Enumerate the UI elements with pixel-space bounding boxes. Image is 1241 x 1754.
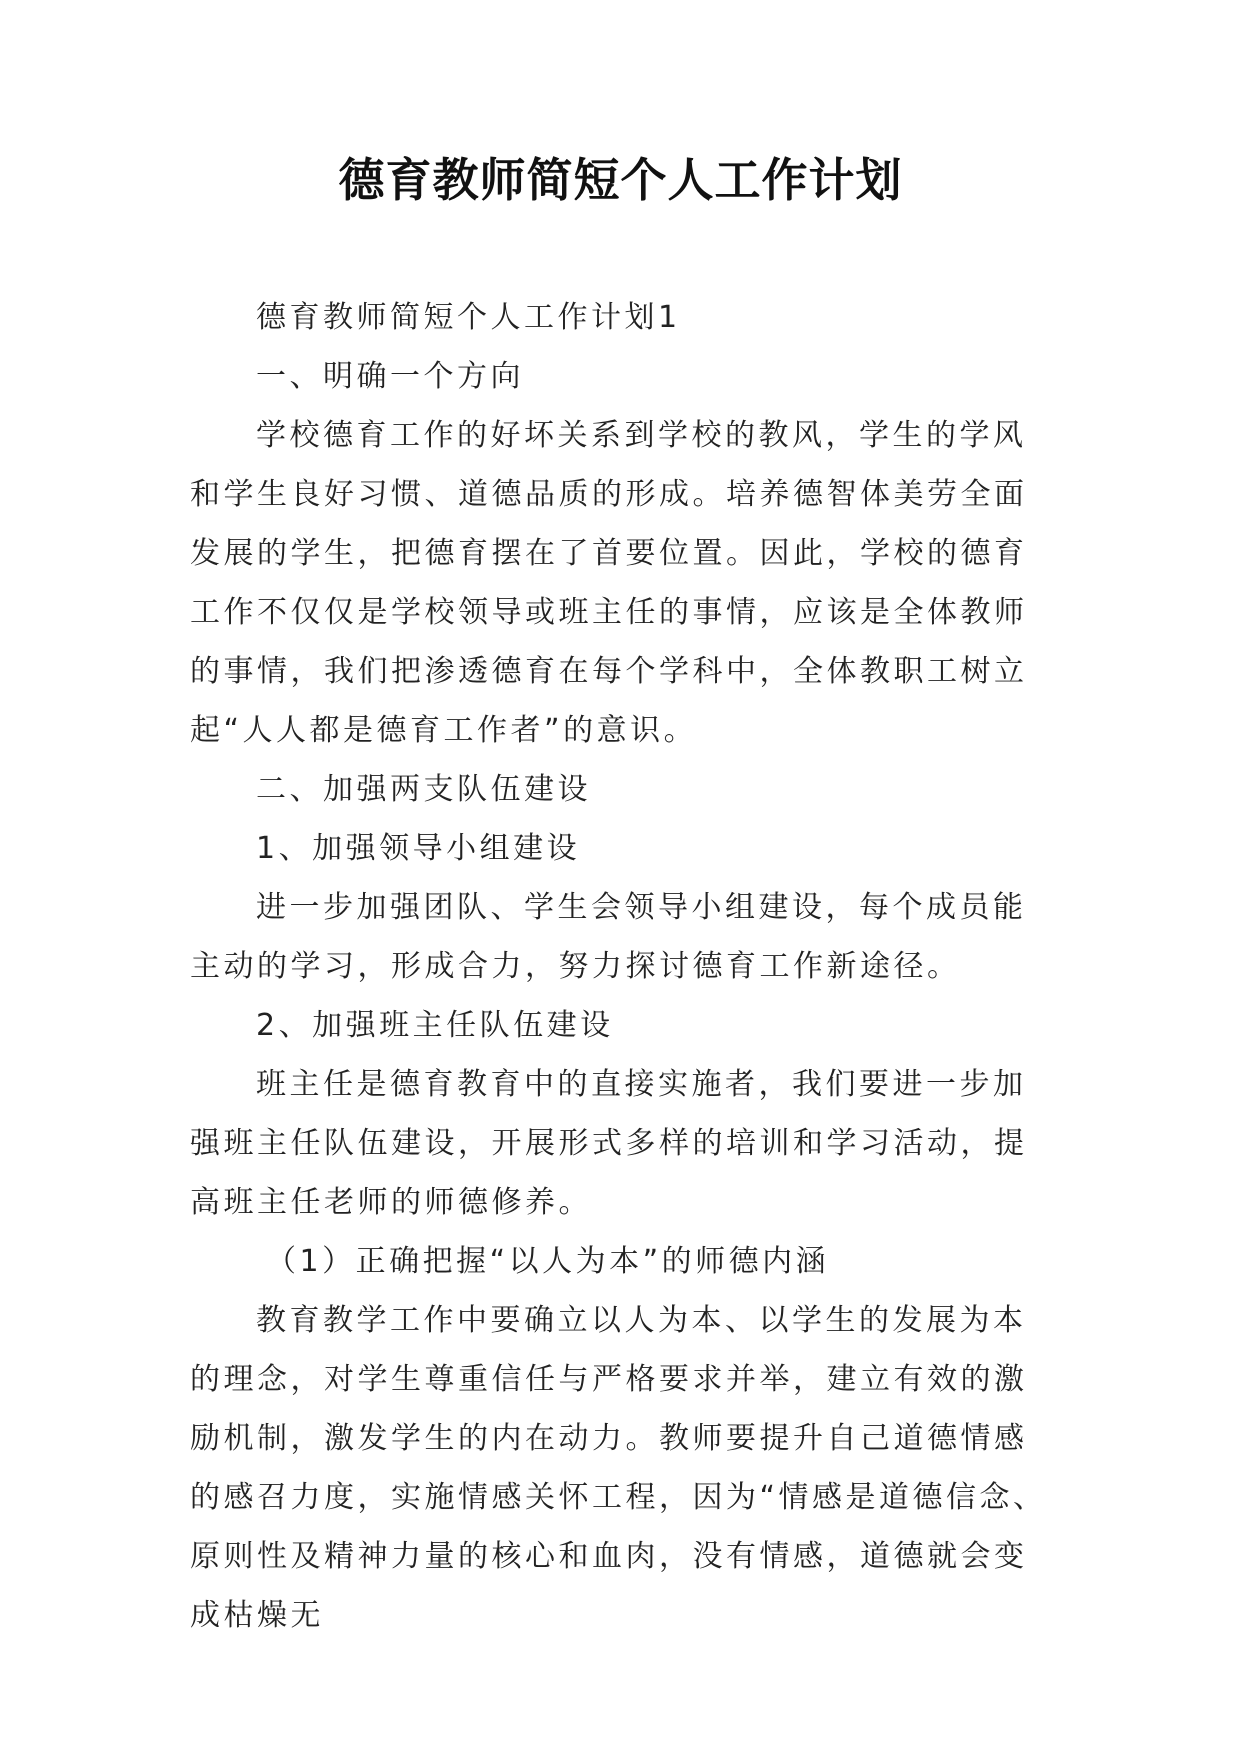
item-heading-1: （1）正确把握“以人为本”的师德内涵 xyxy=(266,1244,830,1279)
plan-heading: 德育教师简短个人工作计划1 xyxy=(256,300,681,335)
subsection-heading-1: 1、加强领导小组建设 xyxy=(256,831,581,866)
document-body xyxy=(190,288,1050,1645)
subsection-heading-2: 2、加强班主任队伍建设 xyxy=(256,1008,614,1043)
body-paragraph: 学校德育工作的好坏关系到学校的教风，学生的学风和学生良好习惯、道德品质的形成。培养德智体美劳全面发展的学生，把德育摆在了首要位置。因此，学校的德育工作不仅仅是学校领导或班主任的事情，应该是全体教师的事情，我们把渗透德育在每个学科中，全体教职工树立起“人人都是德育工作者”的意识。 xyxy=(190,418,1028,748)
body-paragraph: 进一步加强团队、学生会领导小组建设，每个成员能主动的学习，形成合力，努力探讨德育工作新途径。 xyxy=(190,890,1027,984)
body-paragraph: 班主任是德育教育中的直接实施者，我们要进一步加强班主任队伍建设，开展形式多样的培训和学习活动，提高班主任老师的师德修养。 xyxy=(190,1067,1028,1220)
body-paragraph: 教育教学工作中要确立以人为本、以学生的发展为本的理念，对学生尊重信任与严格要求并举，建立有效的激励机制，激发学生的内在动力。教师要提升自己道德情感的感召力度，实施情感关怀工程，因为“情感是道德信念、原则性及精神力量的核心和血肉，没有情感，道德就会变成枯燥无 xyxy=(190,1303,1047,1633)
document-title: 德育教师简短个人工作计划 xyxy=(338,153,903,207)
section-heading-1: 一、明确一个方向 xyxy=(256,359,524,394)
section-heading-2: 二、加强两支队伍建设 xyxy=(256,772,591,807)
